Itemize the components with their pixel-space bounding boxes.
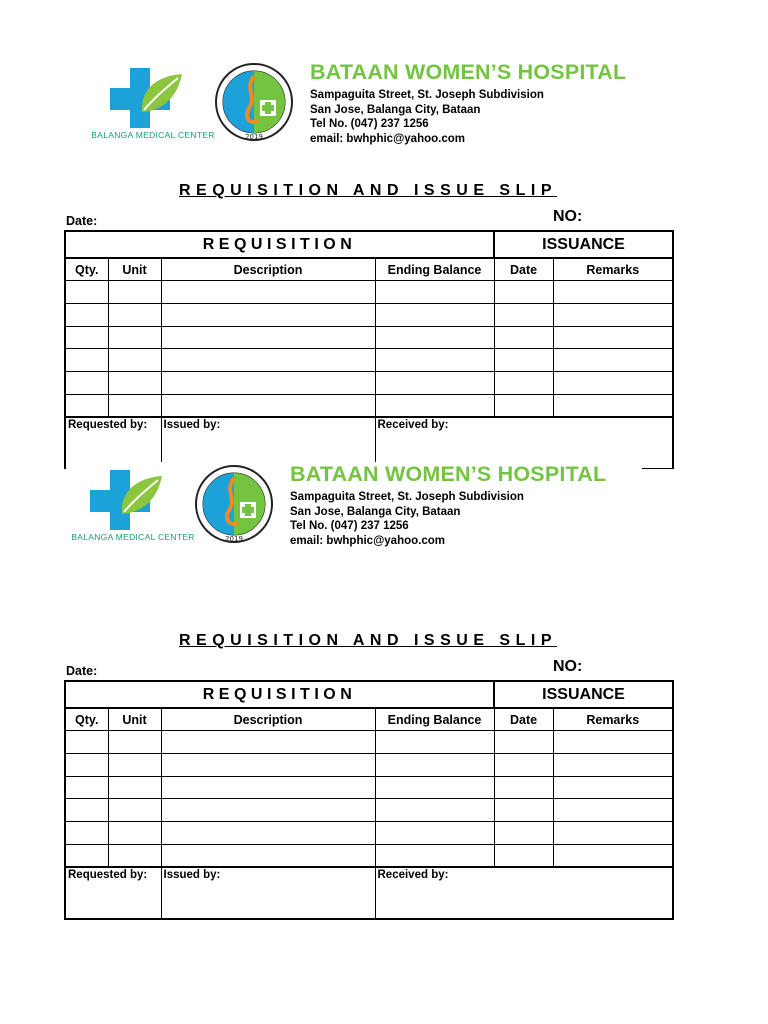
header-copy-1 [86,60,662,152]
svg-text:2019: 2019 [225,535,243,543]
date-cell[interactable] [494,281,553,304]
unit-cell[interactable] [108,753,161,776]
issued-by-field[interactable]: Issued by: [161,417,375,469]
date-cell[interactable] [494,821,553,844]
qty-cell[interactable] [65,753,108,776]
ending-balance-cell[interactable] [375,281,494,304]
ending-balance-cell[interactable] [375,753,494,776]
partner-logo-caption: BALANGA MEDICAL CENTER [91,130,215,140]
ending-balance-cell[interactable] [375,776,494,799]
unit-cell[interactable] [108,326,161,349]
signature-row [65,867,673,919]
qty-cell[interactable] [65,844,108,867]
col-remarks: Remarks [553,258,673,281]
unit-cell[interactable] [108,799,161,822]
description-cell[interactable] [161,821,375,844]
header-copy-2 [66,462,642,554]
remarks-cell[interactable] [553,349,673,372]
table-row [65,371,673,394]
qty-cell[interactable] [65,394,108,417]
unit-cell[interactable] [108,303,161,326]
signature-row [65,417,673,469]
ending-balance-cell[interactable] [375,799,494,822]
qty-cell[interactable] [65,731,108,754]
col-qty: Qty. [65,258,108,281]
address-line-street: Sampaguita Street, St. Joseph Subdivision [290,491,524,503]
ending-balance-cell[interactable] [375,349,494,372]
col-description: Description [161,708,375,731]
table-row [65,349,673,372]
issuance-group-header: ISSUANCE [494,681,673,708]
description-cell[interactable] [161,371,375,394]
col-unit: Unit [108,258,161,281]
description-cell[interactable] [161,349,375,372]
table-row [65,303,673,326]
unit-cell[interactable] [108,349,161,372]
unit-cell[interactable] [108,371,161,394]
requested-by-field[interactable]: Requested by: [65,417,161,469]
balanga-medical-center-logo [70,466,195,546]
description-cell[interactable] [161,281,375,304]
hospital-seal-icon [194,464,274,544]
bwh-seal-logo [214,62,294,142]
column-header-row [65,258,673,281]
col-unit: Unit [108,708,161,731]
qty-cell[interactable] [65,326,108,349]
date-cell[interactable] [494,303,553,326]
unit-cell[interactable] [108,731,161,754]
table-row [65,326,673,349]
received-by-field[interactable]: Received by: [375,417,673,469]
description-cell[interactable] [161,731,375,754]
hospital-seal-icon [214,62,294,142]
remarks-cell[interactable] [553,281,673,304]
remarks-cell[interactable] [553,394,673,417]
col-date: Date [494,258,553,281]
address-line-email: email: bwhphic@yahoo.com [310,132,465,145]
remarks-cell[interactable] [553,799,673,822]
bwh-seal-logo [194,464,274,544]
ending-balance-cell[interactable] [375,821,494,844]
table-row [65,281,673,304]
address-line-tel: Tel No. (047) 237 1256 [290,520,409,532]
qty-cell[interactable] [65,303,108,326]
balanga-medical-center-logo [90,64,215,144]
hospital-name: BATAAN WOMEN’S HOSPITAL [310,60,627,84]
date-cell[interactable] [494,844,553,867]
hospital-address [310,88,544,146]
col-remarks: Remarks [553,708,673,731]
col-ending-balance: Ending Balance [375,708,494,731]
address-line-city: San Jose, Balanga City, Bataan [310,103,481,116]
remarks-cell[interactable] [553,844,673,867]
remarks-cell[interactable] [553,731,673,754]
date-cell[interactable] [494,753,553,776]
medical-cross-leaf-icon [110,64,190,130]
ending-balance-cell[interactable] [375,371,494,394]
column-header-row [65,708,673,731]
ending-balance-cell[interactable] [375,844,494,867]
description-cell[interactable] [161,799,375,822]
qty-cell[interactable] [65,371,108,394]
date-cell[interactable] [494,731,553,754]
requisition-table-copy-1 [64,230,674,469]
table-row [65,394,673,417]
unit-cell[interactable] [108,844,161,867]
requisition-group-header: REQUISITION [65,231,494,258]
date-label: Date: [66,214,98,228]
ending-balance-cell[interactable] [375,303,494,326]
table-row [65,821,673,844]
ending-balance-cell[interactable] [375,731,494,754]
table-row [65,799,673,822]
slip-title: REQUISITION AND ISSUE SLIP [179,632,557,649]
slip-title: REQUISITION AND ISSUE SLIP [179,182,557,199]
qty-cell[interactable] [65,349,108,372]
col-ending-balance: Ending Balance [375,258,494,281]
slip-number-label: NO: [553,208,583,225]
svg-text:2019: 2019 [245,133,263,141]
requested-by-field[interactable]: Requested by: [65,867,161,919]
date-cell[interactable] [494,394,553,417]
description-cell[interactable] [161,303,375,326]
date-cell[interactable] [494,776,553,799]
col-date: Date [494,708,553,731]
unit-cell[interactable] [108,281,161,304]
address-line-email: email: bwhphic@yahoo.com [290,534,445,547]
date-cell[interactable] [494,349,553,372]
address-line-tel: Tel No. (047) 237 1256 [310,118,429,130]
address-line-city: San Jose, Balanga City, Bataan [290,505,461,518]
description-cell[interactable] [161,776,375,799]
address-line-street: Sampaguita Street, St. Joseph Subdivision [310,89,544,101]
date-cell[interactable] [494,799,553,822]
remarks-cell[interactable] [553,371,673,394]
remarks-cell[interactable] [553,776,673,799]
date-cell[interactable] [494,326,553,349]
requisition-group-header: REQUISITION [65,681,494,708]
qty-cell[interactable] [65,821,108,844]
slip-number-label: NO: [553,658,583,675]
date-label: Date: [66,664,98,678]
ending-balance-cell[interactable] [375,394,494,417]
issuance-group-header: ISSUANCE [494,231,673,258]
date-cell[interactable] [494,371,553,394]
qty-cell[interactable] [65,776,108,799]
remarks-cell[interactable] [553,326,673,349]
ending-balance-cell[interactable] [375,326,494,349]
issued-by-field[interactable]: Issued by: [161,867,375,919]
remarks-cell[interactable] [553,821,673,844]
description-cell[interactable] [161,394,375,417]
requisition-table-copy-2 [64,680,674,920]
unit-cell[interactable] [108,821,161,844]
hospital-name: BATAAN WOMEN’S HOSPITAL [290,462,607,486]
table-row [65,731,673,754]
table-row [65,776,673,799]
medical-cross-leaf-icon [90,466,170,532]
description-cell[interactable] [161,326,375,349]
remarks-cell[interactable] [553,753,673,776]
hospital-address [290,490,524,548]
partner-logo-caption: BALANGA MEDICAL CENTER [71,532,195,542]
table-row [65,844,673,867]
received-by-field[interactable]: Received by: [375,867,673,919]
qty-cell[interactable] [65,281,108,304]
col-description: Description [161,258,375,281]
description-cell[interactable] [161,844,375,867]
qty-cell[interactable] [65,799,108,822]
unit-cell[interactable] [108,776,161,799]
remarks-cell[interactable] [553,303,673,326]
table-row [65,753,673,776]
description-cell[interactable] [161,753,375,776]
col-qty: Qty. [65,708,108,731]
unit-cell[interactable] [108,394,161,417]
